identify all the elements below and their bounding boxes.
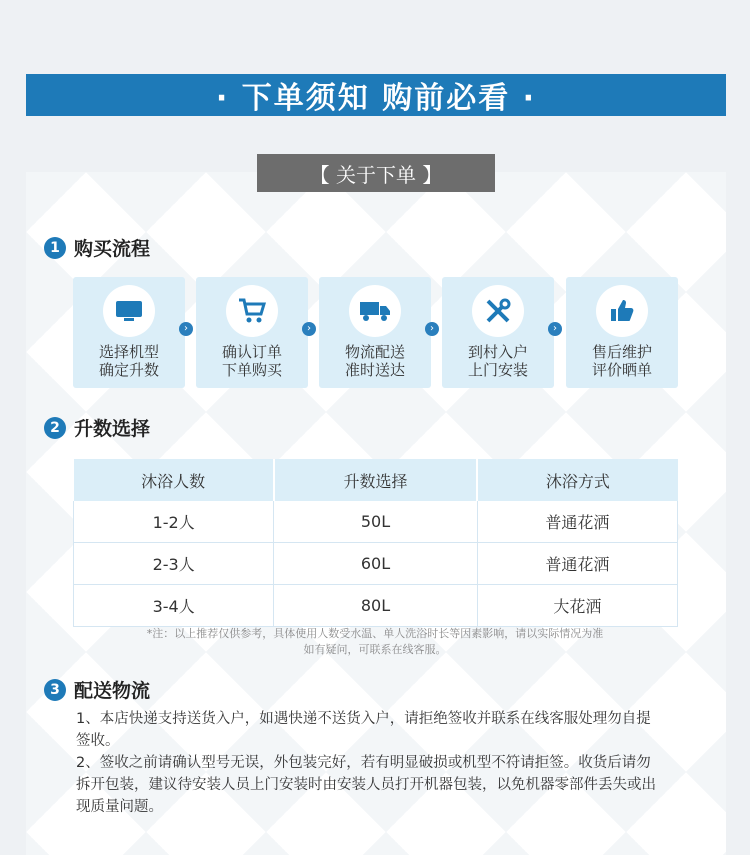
table-cell: 大花洒 <box>477 585 677 627</box>
section-heading-delivery <box>44 676 150 703</box>
table-row <box>74 585 678 627</box>
purchase-steps <box>73 277 678 388</box>
step-label: 选择机型 确定升数 <box>98 343 159 379</box>
step-label: 到村入户 上门安装 <box>467 343 528 379</box>
banner-title: · 下单须知 购前必看 · <box>215 81 537 116</box>
section-title: 升数选择 <box>74 418 151 440</box>
step-label: 物流配送 准时送达 <box>344 343 405 379</box>
column-header: 升数选择 <box>274 459 477 501</box>
chevron-right-icon: › <box>425 322 439 336</box>
section-number: 1 <box>44 237 66 259</box>
table-cell: 1-2人 <box>74 501 274 543</box>
section-heading-capacity <box>44 414 150 441</box>
table-cell: 50L <box>274 501 477 543</box>
step-logistics <box>319 277 431 388</box>
step-select-model <box>73 277 185 388</box>
table-cell: 3-4人 <box>74 585 274 627</box>
step-confirm-order <box>196 277 308 388</box>
section-tag-label: 【 关于下单 】 <box>309 162 443 187</box>
section-title: 购买流程 <box>74 238 151 260</box>
thumbs-up-icon <box>596 285 648 337</box>
monitor-icon <box>103 285 155 337</box>
table-footnote: *注：以上推荐仅供参考，具体使用人数受水温、单人洗浴时长等因素影响，请以实际情况为准 如有疑问，可联系在线客服。 <box>146 627 604 656</box>
step-label: 售后维护 评价晒单 <box>591 343 652 379</box>
step-label: 确认订单 下单购买 <box>221 343 282 379</box>
section-tag <box>257 154 495 192</box>
step-after-sales <box>566 277 678 388</box>
section-number: 2 <box>44 417 66 439</box>
section-heading-purchase <box>44 234 150 261</box>
column-header: 沐浴方式 <box>477 459 677 501</box>
truck-icon <box>349 285 401 337</box>
page-banner <box>26 74 726 116</box>
tools-icon <box>472 285 524 337</box>
chevron-right-icon: › <box>179 322 193 336</box>
delivery-paragraph-2: 2、签收之前请确认型号无误，外包装完好，若有明显破损或机型不符请拒签。收货后请勿拆开包装，建议待安装人员上门安装时由安装人员打开机器包装，以免机器零部件丢失或出现质量问题。 <box>76 755 656 815</box>
table-cell: 80L <box>274 585 477 627</box>
step-installation <box>442 277 554 388</box>
section-title: 配送物流 <box>74 680 151 702</box>
cart-icon <box>226 285 278 337</box>
section-number: 3 <box>44 679 66 701</box>
capacity-table <box>73 459 678 627</box>
table-row <box>74 543 678 585</box>
table-header-row <box>74 459 678 501</box>
column-header: 沐浴人数 <box>74 459 274 501</box>
table-cell: 60L <box>274 543 477 585</box>
table-cell: 普通花洒 <box>477 543 677 585</box>
chevron-right-icon: › <box>302 322 316 336</box>
delivery-paragraph-1: 1、本店快递支持送货入户，如遇快递不送货入户，请拒绝签收并联系在线客服处理勿自提签收。 <box>76 711 651 749</box>
chevron-right-icon: › <box>548 322 562 336</box>
table-cell: 2-3人 <box>74 543 274 585</box>
table-cell: 普通花洒 <box>477 501 677 543</box>
table-row <box>74 501 678 543</box>
